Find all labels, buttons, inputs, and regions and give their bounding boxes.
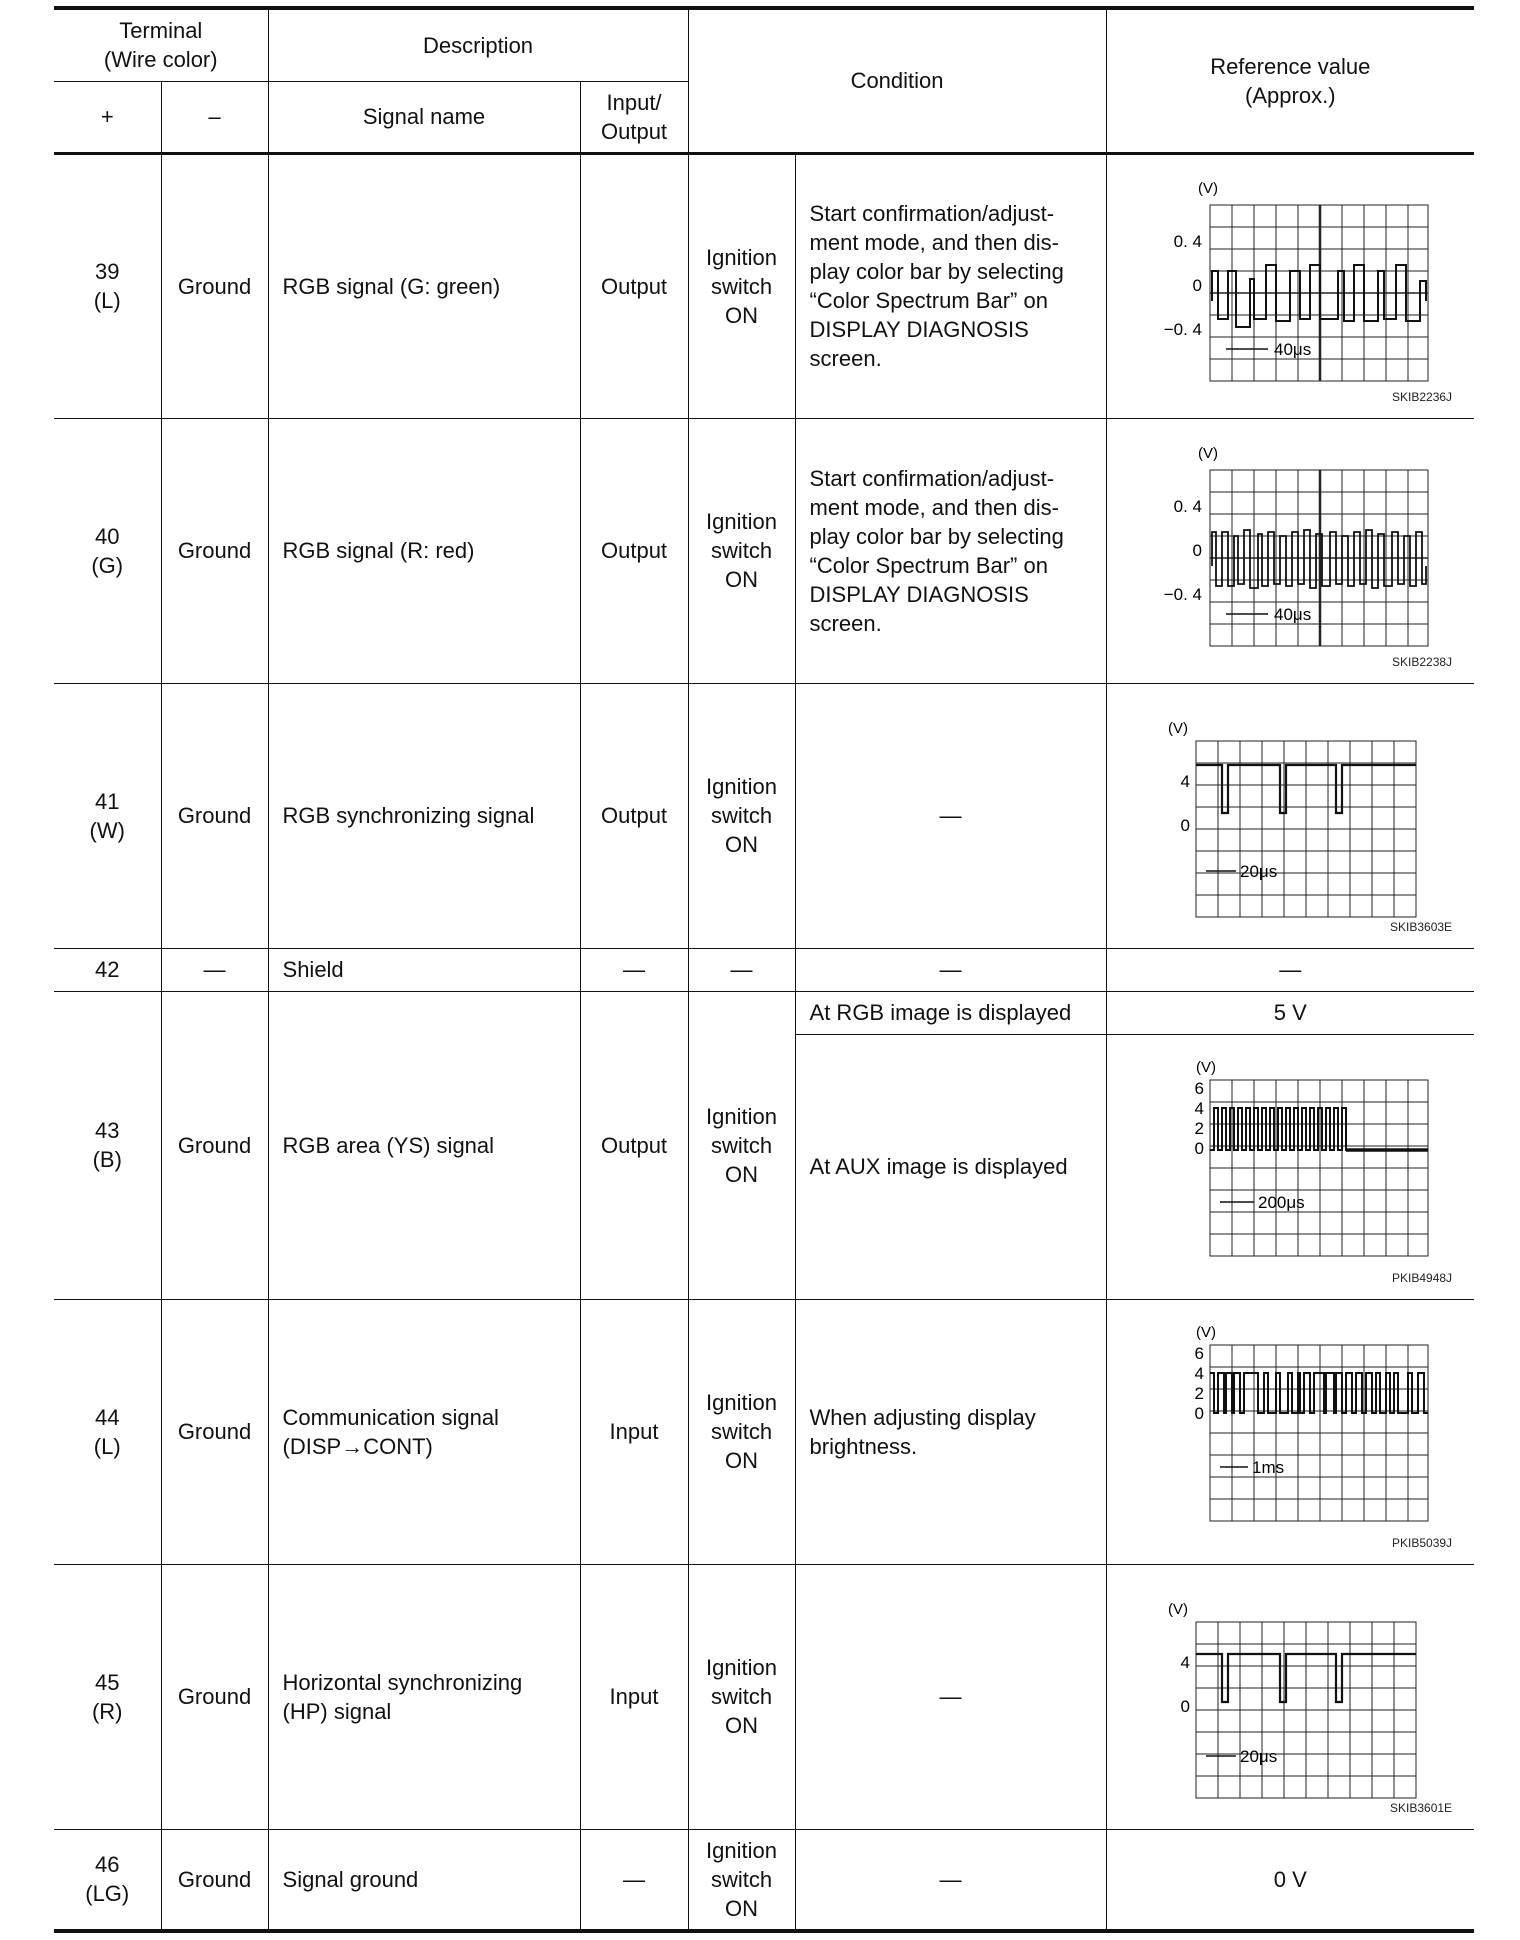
waveform-unit: (V)	[1198, 180, 1219, 197]
input-output: Output	[580, 991, 688, 1299]
ignition-state: Ignition switch ON	[688, 991, 795, 1299]
table-row	[54, 418, 1474, 683]
terminal-number: 39 (L)	[54, 153, 161, 418]
input-output: Input	[580, 1564, 688, 1829]
waveform-unit: (V)	[1168, 1600, 1189, 1618]
y-axis-label: 2	[1194, 1383, 1205, 1403]
terminal-reference-table	[54, 6, 1474, 1933]
ignition-state: Ignition switch ON	[688, 683, 795, 948]
terminal-number: 45 (R)	[54, 1564, 161, 1829]
waveform-unit: (V)	[1168, 719, 1189, 737]
terminal-minus: Ground	[161, 1299, 268, 1564]
signal-name: RGB signal (R: red)	[268, 418, 580, 683]
ignition-state: Ignition switch ON	[688, 1829, 795, 1931]
header-reference: Reference value (Approx.)	[1106, 8, 1474, 153]
header-terminal: Terminal (Wire color)	[54, 8, 268, 81]
time-scale: 20μs	[1240, 1746, 1278, 1766]
condition-text: Start confirmation/adjust- ment mode, and then dis- play color bar by selecting “Color Spectrum Bar” on DISPLAY DIAGNOSIS screen.	[795, 153, 1106, 418]
header-signal-name: Signal name	[268, 81, 580, 153]
y-axis-label: 4	[1194, 1363, 1205, 1383]
y-axis-label: 0. 4	[1173, 232, 1203, 251]
y-axis-label: 0. 4	[1173, 496, 1203, 516]
input-output: —	[580, 948, 688, 991]
table-row	[54, 991, 1474, 1034]
condition-text: Start confirmation/adjust- ment mode, and then dis- play color bar by selecting “Color Spectrum Bar” on DISPLAY DIAGNOSIS screen.	[795, 418, 1106, 683]
time-scale: 1ms	[1252, 1457, 1285, 1477]
reference-value: 5 V	[1106, 991, 1474, 1034]
reference-waveform	[1106, 1564, 1474, 1829]
waveform-horizontal-sync	[1140, 1582, 1440, 1812]
figure-code: SKIB3601E	[1390, 1800, 1453, 1815]
terminal-minus: Ground	[161, 153, 268, 418]
waveform-unit: (V)	[1198, 444, 1219, 462]
time-scale: 200μs	[1258, 1192, 1305, 1212]
y-axis-label: 0	[1194, 1138, 1205, 1158]
time-scale: 20μs	[1240, 861, 1278, 881]
ignition-state: Ignition switch ON	[688, 153, 795, 418]
header-input-output: Input/ Output	[580, 81, 688, 153]
y-axis-label: 0	[1180, 815, 1191, 835]
y-axis-label: 0	[1192, 276, 1203, 295]
terminal-minus: Ground	[161, 991, 268, 1299]
input-output: Output	[580, 683, 688, 948]
input-output: Output	[580, 153, 688, 418]
terminal-minus: Ground	[161, 683, 268, 948]
terminal-number: 46 (LG)	[54, 1829, 161, 1931]
y-axis-label: 0	[1180, 1696, 1191, 1716]
reference-waveform	[1106, 153, 1474, 418]
terminal-number: 44 (L)	[54, 1299, 161, 1564]
table-row	[54, 948, 1474, 991]
waveform-rgb-area	[1140, 1052, 1440, 1282]
table-row	[54, 1829, 1474, 1931]
y-axis-label: −0. 4	[1164, 320, 1203, 339]
signal-name: Signal ground	[268, 1829, 580, 1931]
reference-waveform	[1106, 1034, 1474, 1299]
terminal-minus: —	[161, 948, 268, 991]
header-description: Description	[268, 8, 688, 81]
y-axis-label: 6	[1194, 1343, 1205, 1363]
y-axis-label: 6	[1194, 1078, 1205, 1098]
signal-name: Horizontal synchronizing (HP) signal	[268, 1564, 580, 1829]
signal-name: RGB area (YS) signal	[268, 991, 580, 1299]
table-row	[54, 683, 1474, 948]
time-scale: 40μs	[1274, 604, 1312, 624]
table-row	[54, 153, 1474, 418]
figure-code: SKIB2236J	[1392, 389, 1453, 404]
terminal-number: 43 (B)	[54, 991, 161, 1299]
table-row	[54, 1299, 1474, 1564]
condition-text: When adjusting display brightness.	[795, 1299, 1106, 1564]
waveform-rgb-red	[1140, 436, 1440, 666]
condition-text: At RGB image is displayed	[795, 991, 1106, 1034]
condition-text: —	[795, 1829, 1106, 1931]
waveform-communication	[1140, 1317, 1440, 1547]
header-condition: Condition	[688, 8, 1106, 153]
signal-name: RGB signal (G: green)	[268, 153, 580, 418]
reference-value: —	[1106, 948, 1474, 991]
figure-code: SKIB2238J	[1392, 654, 1453, 669]
y-axis-label: 4	[1180, 1652, 1191, 1672]
terminal-minus: Ground	[161, 1564, 268, 1829]
figure-code: PKIB5039J	[1392, 1535, 1453, 1550]
reference-waveform	[1106, 1299, 1474, 1564]
terminal-number: 40 (G)	[54, 418, 161, 683]
time-scale: 40μs	[1274, 340, 1312, 359]
y-axis-label: 4	[1180, 771, 1191, 791]
reference-waveform	[1106, 418, 1474, 683]
condition-text: —	[795, 1564, 1106, 1829]
input-output: Output	[580, 418, 688, 683]
figure-code: SKIB3603E	[1390, 919, 1453, 934]
figure-code: PKIB4948J	[1392, 1270, 1453, 1285]
reference-waveform	[1106, 683, 1474, 948]
signal-name: RGB synchronizing signal	[268, 683, 580, 948]
y-axis-label: −0. 4	[1164, 584, 1203, 604]
condition-text: —	[795, 683, 1106, 948]
header-minus: –	[161, 81, 268, 153]
terminal-minus: Ground	[161, 418, 268, 683]
ignition-state: Ignition switch ON	[688, 418, 795, 683]
y-axis-label: 0	[1192, 540, 1203, 560]
y-axis-label: 0	[1194, 1403, 1205, 1423]
waveform-rgb-green	[1140, 171, 1440, 401]
condition-text: —	[795, 948, 1106, 991]
ignition-state: —	[688, 948, 795, 991]
reference-value: 0 V	[1106, 1829, 1474, 1931]
condition-text: At AUX image is displayed	[795, 1034, 1106, 1299]
y-axis-label: 4	[1194, 1098, 1205, 1118]
y-axis-label: 2	[1194, 1118, 1205, 1138]
terminal-number: 42	[54, 948, 161, 991]
waveform-unit: (V)	[1196, 1323, 1217, 1341]
waveform-unit: (V)	[1196, 1058, 1217, 1076]
ignition-state: Ignition switch ON	[688, 1564, 795, 1829]
table-row	[54, 1564, 1474, 1829]
header-plus: +	[54, 81, 161, 153]
terminal-number: 41 (W)	[54, 683, 161, 948]
signal-name: Communication signal (DISP→CONT)	[268, 1299, 580, 1564]
input-output: —	[580, 1829, 688, 1931]
waveform-rgb-sync	[1140, 701, 1440, 931]
ignition-state: Ignition switch ON	[688, 1299, 795, 1564]
signal-name: Shield	[268, 948, 580, 991]
terminal-minus: Ground	[161, 1829, 268, 1931]
input-output: Input	[580, 1299, 688, 1564]
